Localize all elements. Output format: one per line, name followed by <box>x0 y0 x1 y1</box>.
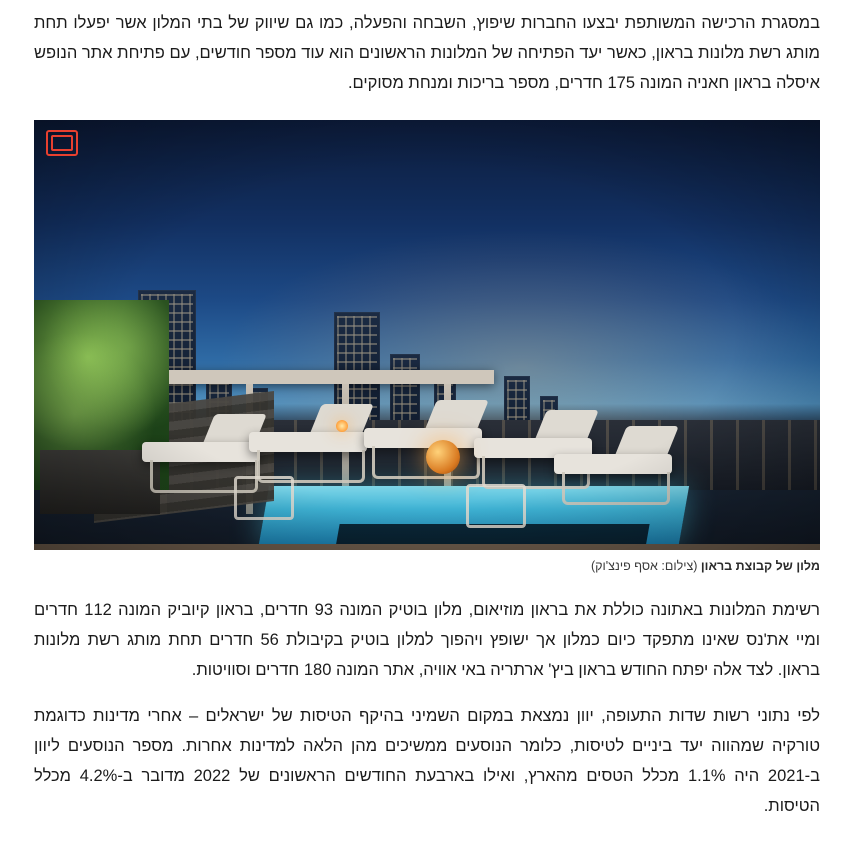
article-paragraph-2: רשימת המלונות באתונה כוללת את בראון מוזיאום, מלון בוטיק המונה 93 חדרים, בראון קיוביק המונה 112 חדרים ומיי את'נס שאינו מתפקד כיום כמלון אך ישופץ ויהפוך למלון בוטיק בקיבולת 56 חדרים תחת מותג רשת מלונות בראון. לצד אלה יפתח החודש בראון ביץ' ארתריה באי אוויה, אתר המונה 180 חדרים וסוויטות. <box>34 601 820 679</box>
article-figure <box>34 120 820 575</box>
figure-caption-credit: (צילום: אסף פינצ'וק) <box>591 559 698 573</box>
lounge-chair <box>249 410 367 484</box>
article-paragraph-3: לפי נתוני רשות שדות התעופה, יוון נמצאת במקום השמיני בהיקף הטיסות של ישראלים – אחרי מדינות כדוגמת טורקיה שמהווה יעד ביניים לטיסות, כלומר הנוסעים ממשיכים מהן הלאה למדינות אחרות. מספר הנוסעים ליוון ב-2021 היה 1.1% מכלל הטסים מהארץ, ואילו בארבעת החודשים הראשונים של 2022 מדובר ב-4.2% מכלל הטיסות. <box>34 707 821 815</box>
candle-light <box>336 420 348 432</box>
figure-caption <box>34 557 820 575</box>
article-paragraph-1: במסגרת הרכישה המשותפת יבצעו החברות שיפוץ, השבחה והפעלה, כמו גם שיווק של בתי המלון אשר יפעלו תחת מותג רשת מלונות בראון, כאשר יעד הפתיחה של המלונות הראשונים הוא עוד מספר חודשים, עם פתיחת אתר הנופש איסלה בראון חאניה המונה 175 חדרים, מספר בריכות ומנחת מסוקים. <box>34 14 820 92</box>
lounge-chair <box>554 432 672 506</box>
side-table <box>466 484 526 528</box>
pergola-roof <box>154 370 494 384</box>
spacer <box>34 575 820 595</box>
spacer <box>34 685 820 701</box>
figure-caption-title: מלון של קבוצת בראון <box>700 559 820 573</box>
photo-frame-icon[interactable] <box>46 130 78 156</box>
side-table <box>234 476 294 520</box>
wooden-deck <box>34 544 820 550</box>
hotel-rooftop-photo <box>34 120 820 550</box>
lounge-chair <box>364 406 482 480</box>
globe-lamp <box>426 440 460 474</box>
